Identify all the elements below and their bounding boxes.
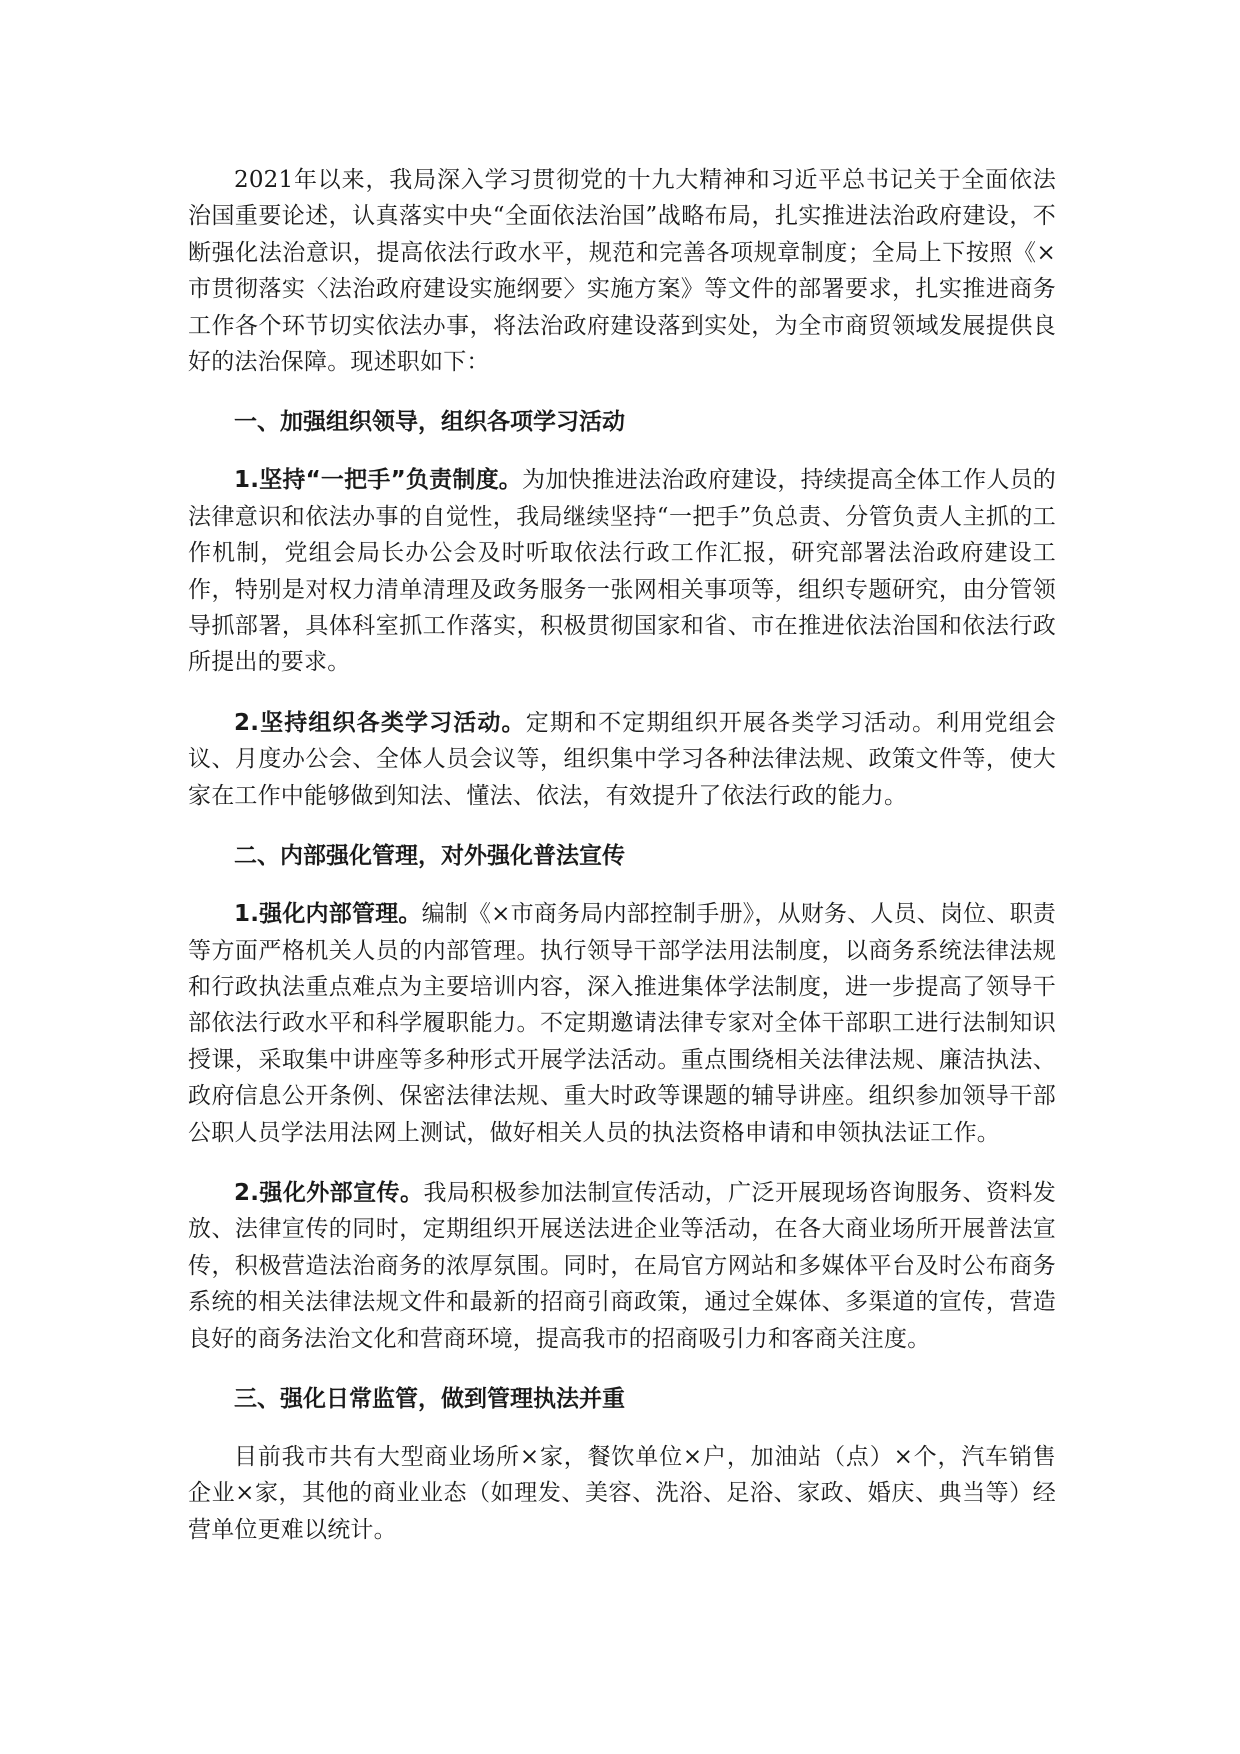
section1-heading: 一、加强组织领导，组织各项学习活动 xyxy=(234,409,625,436)
section2-heading: 二、内部强化管理，对外强化普法宣传 xyxy=(234,843,625,870)
intro-paragraph: 2021年以来，我局深入学习贯彻党的十九大精神和习近平总书记关于全面依法治国重要论述，认真落实中央“全面依法治国”战略布局，扎实推进法治政府建设，不断强化法治意识，提高依法行政水平，规范和完善各项规章制度；全局上下按照《×市贯彻落实〈法治政府建设实施纲要〉实施方案》等文件的部署要求，扎实推进商务工作各个环节切实依法办事，将法治政府建设落到实处，为全市商贸领域发展提供良好的法治保障。现述职如下： xyxy=(188,167,1056,376)
section2-item2-paragraph xyxy=(188,1175,1056,1357)
document-page xyxy=(188,162,1056,1572)
section1-item1-paragraph xyxy=(188,462,1056,680)
section1-item1-body: 为加快推进法治政府建设，持续提高全体工作人员的法律意识和依法办事的自觉性，我局继续坚持“一把手”负总责、分管负责人主抓的工作机制，党组会局长办公会及时听取依法行政工作汇报，研究部署法治政府建设工作，特别是对权力清单清理及政务服务一张网相关事项等，组织专题研究，由分管领导抓部署，具体科室抓工作落实，积极贯彻国家和省、市在推进依法治国和依法行政所提出的要求。 xyxy=(188,467,1056,676)
section1-item2-lead: 2.坚持组织各类学习活动。 xyxy=(234,709,526,736)
section2-item2-lead: 2.强化外部宣传。 xyxy=(234,1179,424,1206)
section1-item2-paragraph xyxy=(188,705,1056,814)
section1-item2-body: 定期和不定期组织开展各类学习活动。利用党组会议、月度办公会、全体人员会议等，组织集中学习各种法律法规、政策文件等，使大家在工作中能够做到知法、懂法、依法，有效提升了依法行政的能力。 xyxy=(188,709,1057,809)
section2-item1-lead: 1.强化内部管理。 xyxy=(234,901,422,928)
section1-item1-lead: 1.坚持“一把手”负责制度。 xyxy=(234,467,522,494)
section2-item1-paragraph xyxy=(188,896,1056,1151)
section3-paragraph: 目前我市共有大型商业场所×家，餐饮单位×户，加油站（点）×个，汽车销售企业×家，其他的商业业态（如理发、美容、洗浴、足浴、家政、婚庆、典当等）经营单位更难以统计。 xyxy=(188,1443,1056,1543)
section3-heading: 三、强化日常监管，做到管理执法并重 xyxy=(234,1385,625,1412)
section2-item1-body: 编制《×市商务局内部控制手册》，从财务、人员、岗位、职责等方面严格机关人员的内部管理。执行领导干部学法用法制度，以商务系统法律法规和行政执法重点难点为主要培训内容，深入推进集体学法制度，进一步提高了领导干部依法行政水平和科学履职能力。不定期邀请法律专家对全体干部职工进行法制知识授课，采取集中讲座等多种形式开展学法活动。重点围绕相关法律法规、廉洁执法、政府信息公开条例、保密法律法规、重大时政等课题的辅导讲座。组织参加领导干部公职人员学法用法网上测试，做好相关人员的执法资格申请和申领执法证工作。 xyxy=(188,901,1056,1146)
section2-item2-body: 我局积极参加法制宣传活动，广泛开展现场咨询服务、资料发放、法律宣传的同时，定期组织开展送法进企业等活动，在各大商业场所开展普法宣传，积极营造法治商务的浓厚氛围。同时，在局官方网站和多媒体平台及时公布商务系统的相关法律法规文件和最新的招商引商政策，通过全媒体、多渠道的宣传，营造良好的商务法治文化和营商环境，提高我市的招商吸引力和客商关注度。 xyxy=(188,1179,1056,1352)
